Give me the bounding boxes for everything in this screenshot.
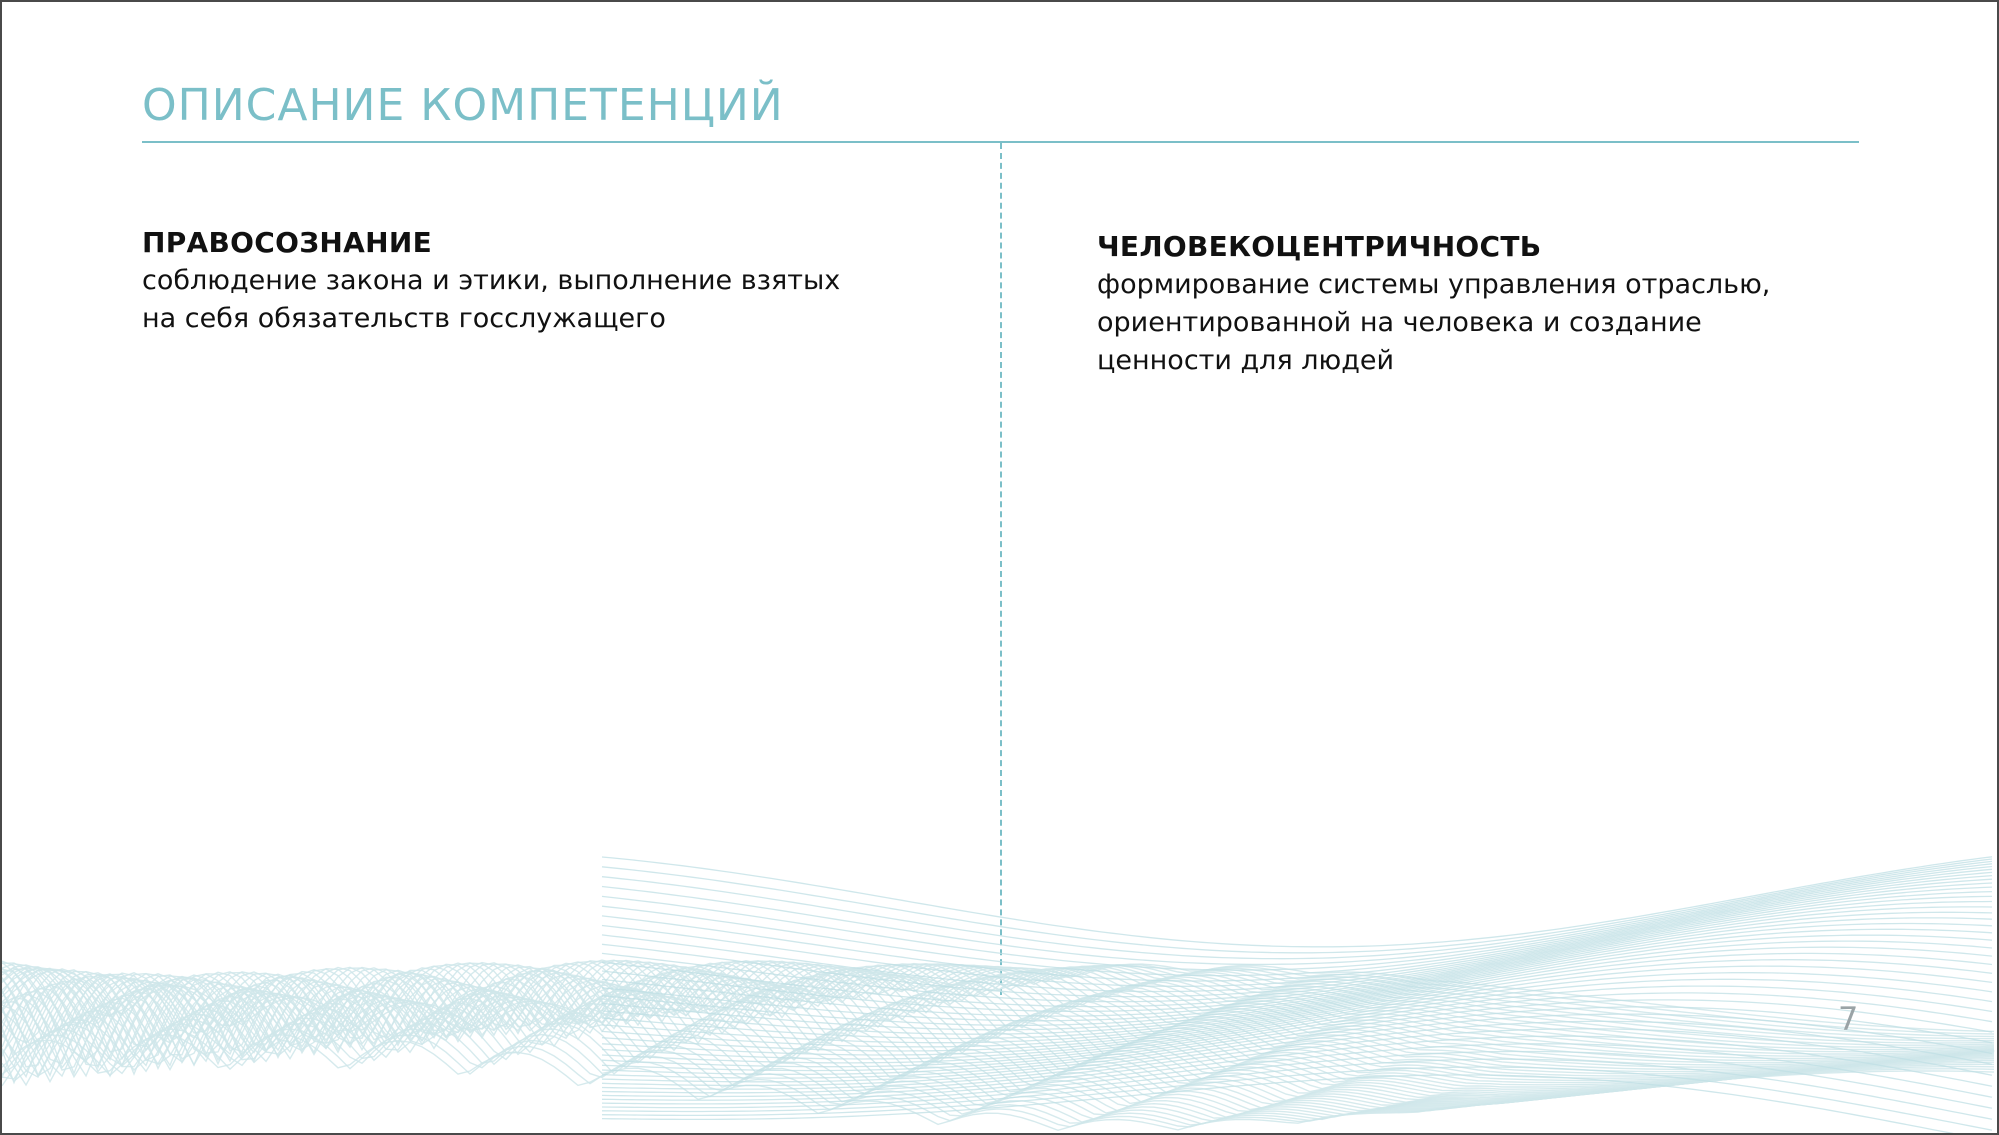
page-number: 7 [1838,1000,1859,1038]
competency-description-line: соблюдение закона и этики, выполнение взятых [142,265,841,296]
competency-description-line: ориентированной на человека и создание [1097,307,1702,338]
competency-heading: ПРАВОСОЗНАНИЕ [142,226,433,259]
competency-right [1097,228,1857,380]
competency-heading: ЧЕЛОВЕКОЦЕНТРИЧНОСТЬ [1097,230,1542,263]
competency-description-line: ценности для людей [1097,345,1395,376]
wave-decoration [2,852,1999,1135]
competency-left [142,224,902,338]
slide-title: ОПИСАНИЕ КОМПЕТЕНЦИЙ [142,80,784,131]
competency-description-line: на себя обязательств госслужащего [142,303,666,334]
competency-description-line: формирование системы управления отраслью, [1097,269,1771,300]
